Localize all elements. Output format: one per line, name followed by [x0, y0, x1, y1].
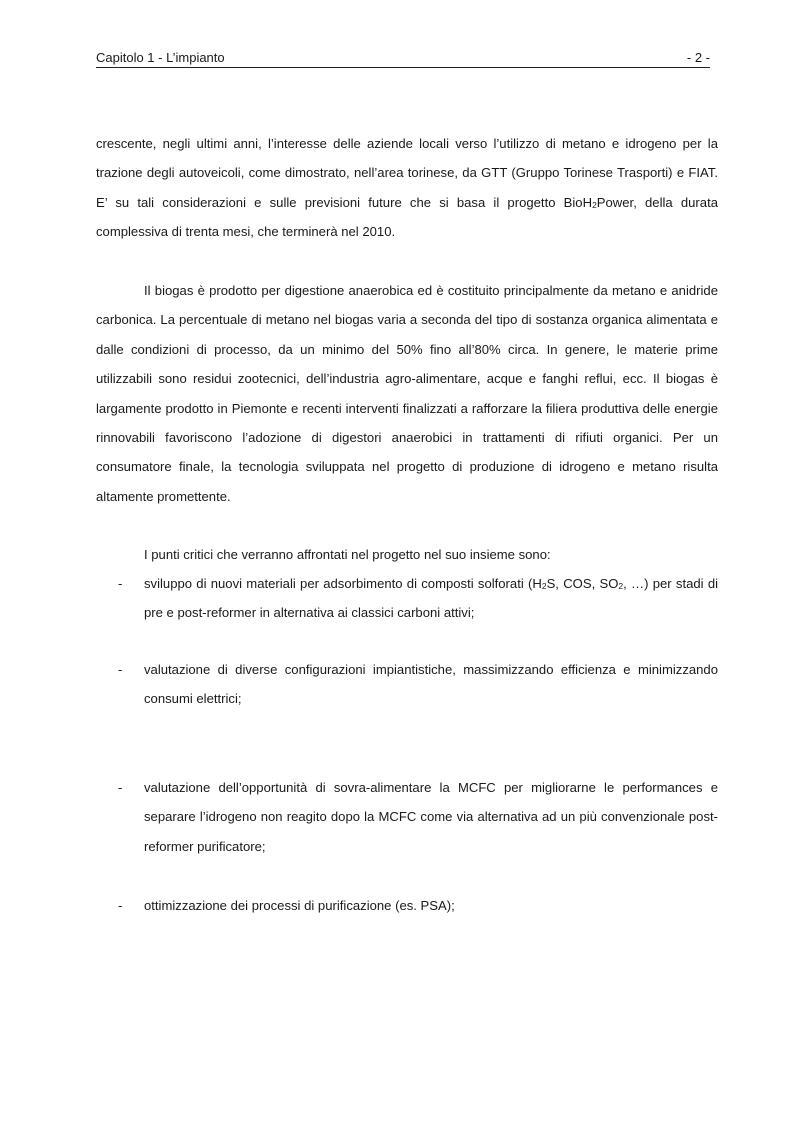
bullet-dash: -: [118, 780, 123, 795]
paragraph-biogas: Il biogas è prodotto per digestione anaerobica ed è costituito principalmente da metano e anidride carbonica. La percentuale di metano nel biogas varia a seconda del tipo di sostanza organica alimentata e dalle condizioni di processo, da un minimo del 50% fino all’80% circa. In genere, le materie prime utilizzabili sono residui zootecnici, dell’industria agro-alimentare, acque e fanghi reflui, ecc. Il biogas è largamente prodotto in Piemonte e recenti interventi finalizzati a rafforzare la filiera produttiva delle energie rinnovabili favoriscono l’adozione di digestori anaerobici in trattamenti di rifiuti organici. Per un consumatore finale, la tecnologia sviluppata nel progetto di produzione di idrogeno e metano risulta altamente promettente.: [96, 283, 718, 504]
chapter-title: Capitolo 1 - L’impianto: [96, 50, 225, 65]
list-item: [96, 891, 718, 920]
list-item: [96, 569, 718, 628]
bullet-dash: -: [118, 898, 123, 913]
list-item-text: ottimizzazione dei processi di purificazione (es. PSA);: [144, 898, 455, 913]
paragraph-project: crescente, negli ultimi anni, l’interesse delle aziende locali verso l’utilizzo di metano e idrogeno per la trazione degli autoveicoli, come dimostrato, nell’area torinese, da GTT (Gruppo Torinese Trasporti) e FIAT. E’ su tali considerazioni e sulle previsioni future che si basa il progetto BioH$_2$Power, della durata complessiva di trenta mesi, che terminerà nel 2010.: [96, 136, 718, 240]
page-header: [96, 49, 710, 68]
list-item: [96, 773, 718, 861]
list-item-text: sviluppo di nuovi materiali per adsorbimento di composti solforati ($H_2S$, COS, $SO_2$, …) per stadi di pre e post-reformer in alternativa ai classici carboni attivi;: [144, 576, 719, 621]
list-item: [96, 655, 718, 714]
bullet-dash: -: [118, 662, 123, 677]
list-item-text: valutazione di diverse configurazioni impiantistiche, massimizzando efficienza e minimizzando consumi elettrici;: [144, 662, 718, 707]
list-intro: I punti critici che verranno affrontati nel progetto nel suo insieme sono:: [144, 547, 551, 562]
bullet-dash: -: [118, 576, 123, 591]
list-item-text: valutazione dell’opportunità di sovra-alimentare la MCFC per migliorarne le performances e separare l’idrogeno non reagito dopo la MCFC come via alternativa ad un più convenzionale post-reformer purificatore;: [144, 780, 718, 854]
page-number: - 2 -: [686, 50, 710, 65]
